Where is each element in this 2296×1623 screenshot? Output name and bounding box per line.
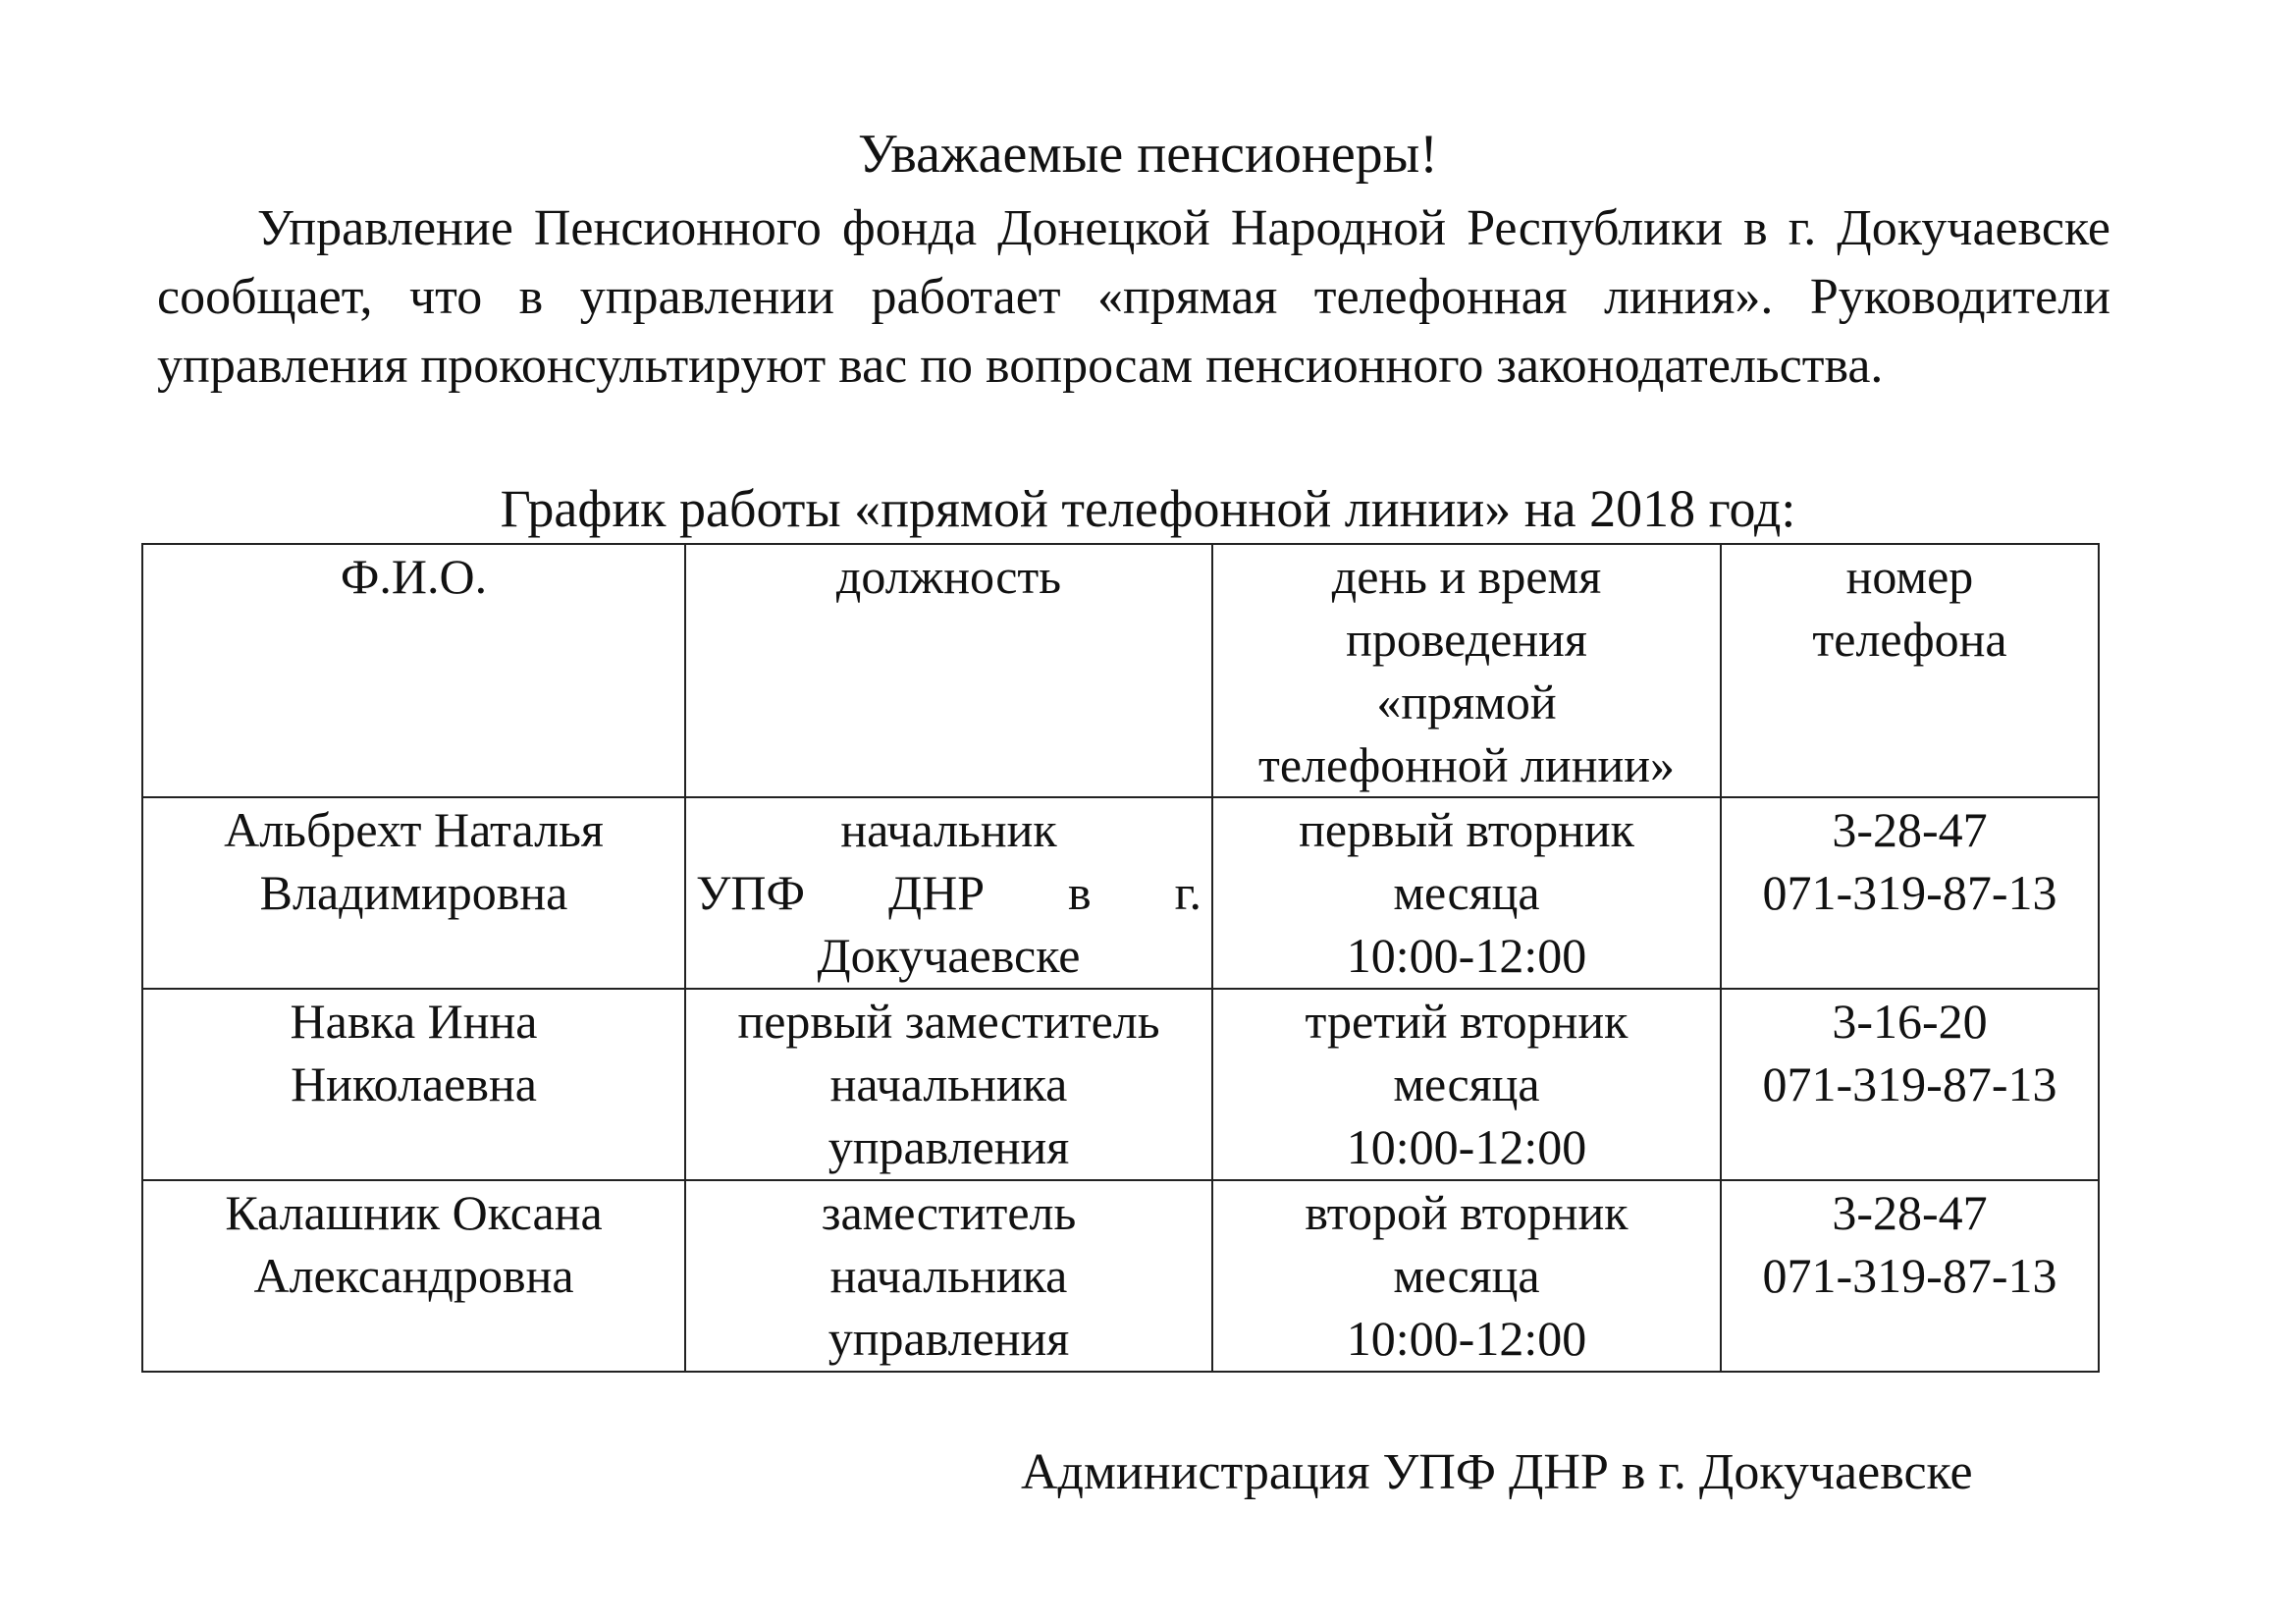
cell-phone: 3-28-47 071-319-87-13 [1721, 797, 2099, 989]
cell-name: Альбрехт Наталья Владимировна [142, 797, 685, 989]
cell-phone: 3-28-47 071-319-87-13 [1721, 1180, 2099, 1372]
cell-phone: 3-16-20 071-319-87-13 [1721, 989, 2099, 1180]
schedule-heading: График работы «прямой телефонной линии» на 2018 год: [500, 479, 1796, 538]
cell-schedule: третий вторник месяца 10:00-12:00 [1212, 989, 1721, 1180]
header-position: должность [685, 544, 1212, 797]
schedule-table [141, 543, 2100, 1373]
cell-name: Калашник Оксана Александровна [142, 1180, 685, 1372]
cell-position: начальник УПФ ДНР в г. Докучаевске [685, 797, 1212, 989]
cell-schedule: первый вторник месяца 10:00-12:00 [1212, 797, 1721, 989]
table-row [142, 797, 2099, 989]
cell-name: Навка Инна Николаевна [142, 989, 685, 1180]
header-phone: номер телефона [1721, 544, 2099, 797]
cell-schedule: второй вторник месяца 10:00-12:00 [1212, 1180, 1721, 1372]
intro-paragraph: Управление Пенсионного фонда Донецкой Народной Республики в г. Докучаевске сообщает, что в управлении работает «прямая телефонная линия». Руководители управления проконсультируют вас по вопросам пенсионного законодательства. [157, 200, 2110, 394]
cell-position: первый заместитель начальника управления [685, 989, 1212, 1180]
footer-signature: Администрация УПФ ДНР в г. Докучаевске [1021, 1444, 1973, 1500]
page-title: Уважаемые пенсионеры! [858, 124, 1438, 185]
header-name: Ф.И.О. [142, 544, 685, 797]
table-row [142, 1180, 2099, 1372]
table-row [142, 989, 2099, 1180]
header-schedule: день и время проведения «прямой телефонной линии» [1212, 544, 1721, 797]
cell-position: заместитель начальника управления [685, 1180, 1212, 1372]
table-header-row [142, 544, 2099, 797]
